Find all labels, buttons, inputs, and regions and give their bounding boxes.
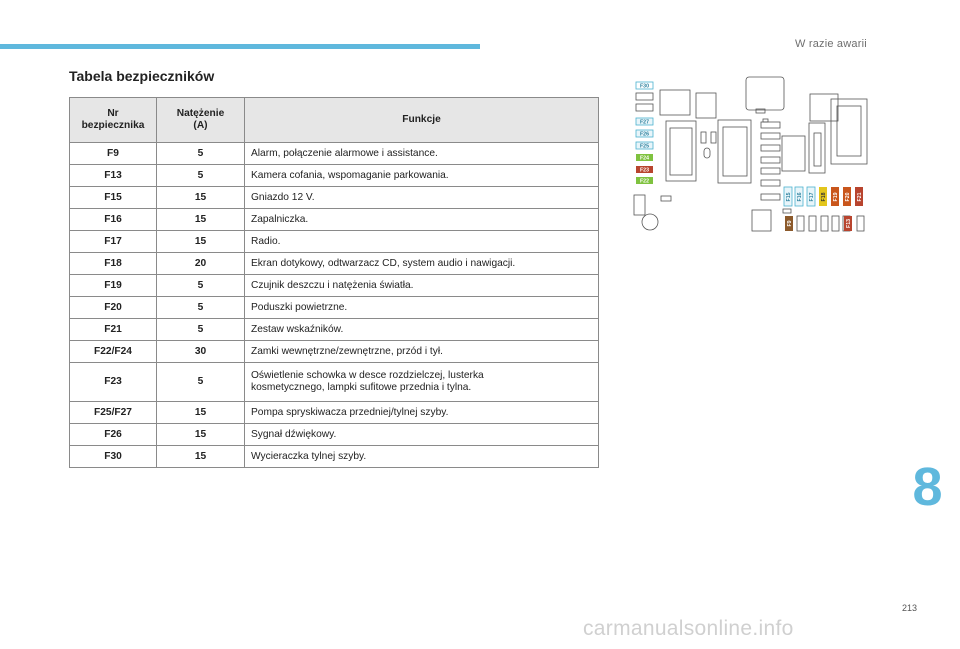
svg-text:F26: F26 (640, 131, 649, 138)
fuse-function: Pompa spryskiwacza przedniej/tylnej szyby. (245, 402, 599, 424)
fuse-number: F17 (70, 231, 157, 253)
table-row (70, 231, 599, 253)
fuse-number: F26 (70, 424, 157, 446)
section-title: W razie awarii (795, 38, 867, 50)
svg-text:F23: F23 (640, 167, 649, 174)
fuse-f24 (636, 154, 653, 162)
fuse-number: F30 (70, 446, 157, 468)
table-row (70, 253, 599, 275)
fuse-amperage: 5 (157, 275, 245, 297)
column-header-amperage: Natężenie (A) (157, 98, 245, 143)
fuse-amperage: 15 (157, 231, 245, 253)
svg-text:F25: F25 (640, 143, 649, 150)
table-row (70, 424, 599, 446)
table-row (70, 143, 599, 165)
fuse-function: Kamera cofania, wspomaganie parkowania. (245, 165, 599, 187)
table-row (70, 402, 599, 424)
fuse-amperage: 20 (157, 253, 245, 275)
fuse-function: Poduszki powietrzne. (245, 297, 599, 319)
fuse-amperage: 15 (157, 402, 245, 424)
fuse-f30 (636, 82, 653, 90)
fuse-amperage: 5 (157, 319, 245, 341)
fuse-f13 (844, 216, 852, 231)
fuse-amperage: 5 (157, 363, 245, 402)
fuse-number: F20 (70, 297, 157, 319)
fuse-number: F22/F24 (70, 341, 157, 363)
fuse-amperage: 15 (157, 209, 245, 231)
fuse-f18 (819, 187, 827, 206)
svg-text:F13: F13 (846, 219, 852, 228)
svg-text:F15: F15 (786, 192, 792, 202)
fuse-box-diagram (625, 73, 870, 238)
svg-text:F24: F24 (640, 155, 649, 162)
fuse-f9 (785, 216, 793, 231)
svg-text:F18: F18 (821, 192, 827, 202)
fuse-function: Sygnał dźwiękowy. (245, 424, 599, 446)
fuse-number: F16 (70, 209, 157, 231)
fuse-number: F15 (70, 187, 157, 209)
fuse-bottom-slot (797, 216, 816, 231)
svg-text:F19: F19 (833, 192, 839, 202)
fuse-function: Czujnik deszczu i natężenia światła. (245, 275, 599, 297)
fuse-amperage: 15 (157, 446, 245, 468)
table-row (70, 209, 599, 231)
fuse-function: Wycieraczka tylnej szyby. (245, 446, 599, 468)
table-row (70, 297, 599, 319)
svg-text:F27: F27 (640, 119, 649, 126)
table-row (70, 341, 599, 363)
fuse-function: Ekran dotykowy, odtwarzacz CD, system audio i nawigacji. (245, 253, 599, 275)
fuse-number: F25/F27 (70, 402, 157, 424)
table-row (70, 446, 599, 468)
fuse-function: Oświetlenie schowka w desce rozdzielczej, lusterka kosmetycznego, lampki sufitowe przednia i tylna. (245, 363, 599, 402)
fuse-number: F9 (70, 143, 157, 165)
fuse-number: F18 (70, 253, 157, 275)
fuse-function: Gniazdo 12 V. (245, 187, 599, 209)
fuse-f22 (636, 177, 653, 185)
chapter-number: 8 (912, 457, 943, 517)
fuse-amperage: 5 (157, 165, 245, 187)
svg-text:F30: F30 (640, 83, 649, 90)
fuse-function: Zapalniczka. (245, 209, 599, 231)
page-number: 213 (902, 603, 918, 613)
column-header-nr: Nr bezpiecznika (70, 98, 157, 143)
fuse-f19 (831, 187, 839, 206)
fuse-function: Zestaw wskaźników. (245, 319, 599, 341)
svg-text:F16: F16 (797, 192, 803, 202)
fuse-f20 (843, 187, 851, 206)
table-row (70, 319, 599, 341)
svg-text:F21: F21 (857, 192, 863, 202)
svg-text:F17: F17 (809, 192, 815, 202)
fuse-function: Zamki wewnętrzne/zewnętrzne, przód i tył. (245, 341, 599, 363)
fuse-number: F19 (70, 275, 157, 297)
top-accent-bar (0, 44, 480, 49)
watermark: carmanualsonline.info (583, 617, 794, 640)
fuse-amperage: 30 (157, 341, 245, 363)
fuse-f15 (784, 187, 792, 206)
fuse-f25 (636, 142, 653, 150)
svg-text:F22: F22 (640, 178, 649, 185)
fuse-f16 (795, 187, 803, 206)
page-heading: Tabela bezpieczników (69, 68, 215, 84)
table-row (70, 275, 599, 297)
column-header-functions: Funkcje (245, 98, 599, 143)
table-row (70, 165, 599, 187)
fuse-number: F23 (70, 363, 157, 402)
table-row (70, 363, 599, 402)
fuse-f23 (636, 166, 653, 174)
fuse-amperage: 5 (157, 297, 245, 319)
fuse-table (69, 97, 599, 468)
fuse-function: Alarm, połączenie alarmowe i assistance. (245, 143, 599, 165)
fuse-function: Radio. (245, 231, 599, 253)
fuse-number: F13 (70, 165, 157, 187)
fuse-amperage: 15 (157, 424, 245, 446)
table-row (70, 187, 599, 209)
fuse-f27 (636, 118, 653, 126)
svg-text:F9: F9 (787, 220, 793, 227)
fuse-amperage: 15 (157, 187, 245, 209)
table-header-row (70, 98, 599, 143)
fuse-f17 (807, 187, 815, 206)
fuse-amperage: 5 (157, 143, 245, 165)
fuse-f21 (855, 187, 863, 206)
svg-text:F20: F20 (845, 192, 851, 202)
fuse-number: F21 (70, 319, 157, 341)
fuse-f26 (636, 130, 653, 138)
